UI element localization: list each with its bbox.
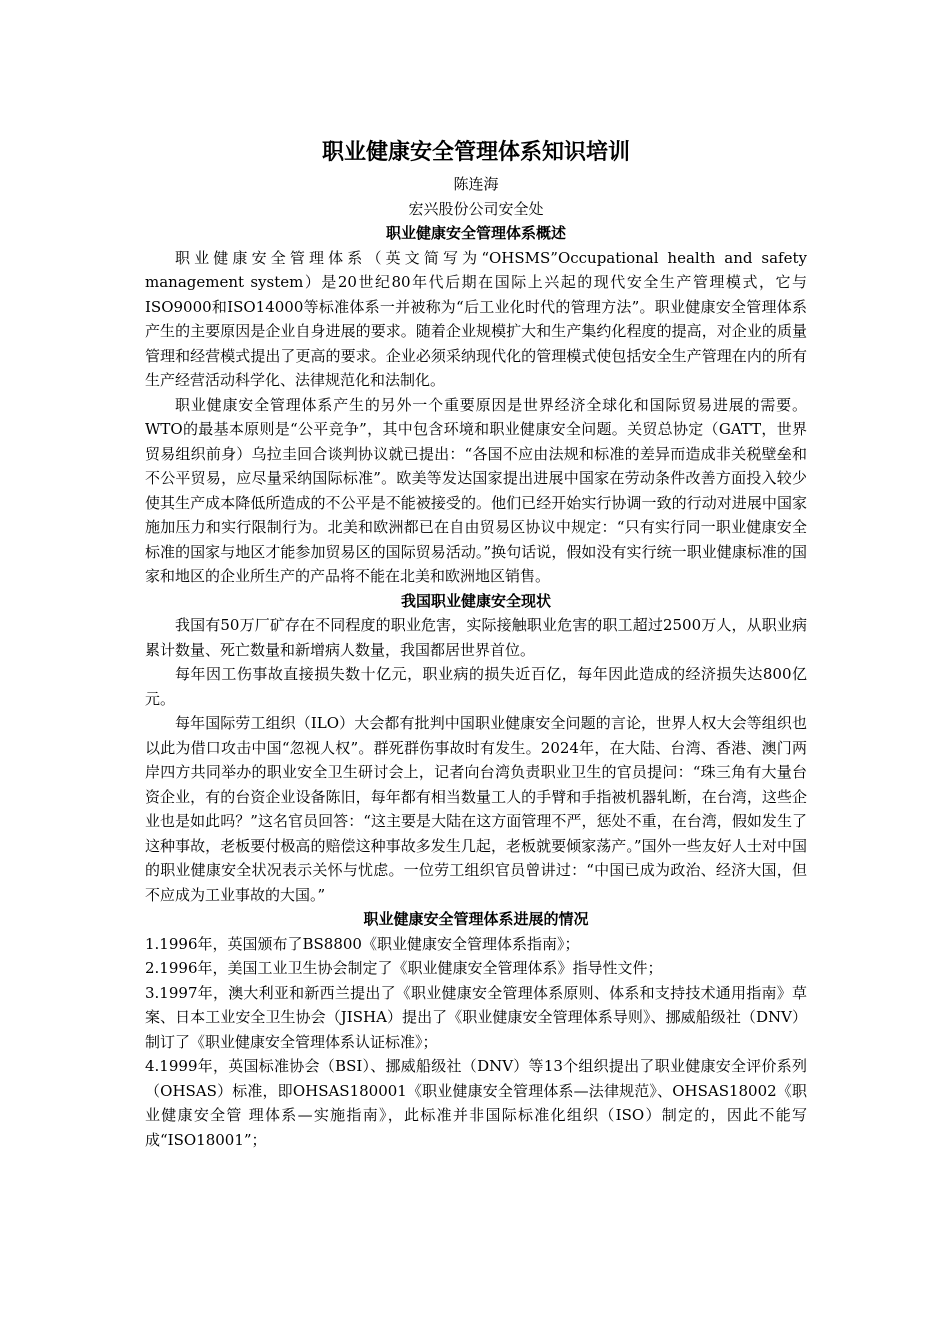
author-organization: 宏兴股份公司安全处: [408, 199, 544, 218]
paragraph: 每年国际劳工组织（ILO）大会都有批判中国职业健康安全问题的言论，世界人权大会等组织也以此为借口攻击中国“忽视人权”。群死群伤事故时有发生。2024年，在大陆、台湾、香港、澳门两岸四方共同举办的职业安全卫生研讨会上，记者向台湾负责职业卫生的官员提问：“珠三角有大量台资企业，有的台资企业设备陈旧，每年都有相当数量工人的手臂和手指被机器轧断，在台湾，这些企业也是如此吗？”这名官员回答：“这主要是大陆在这方面管理不严，惩处不重，在台湾，假如发生了这种事故，老板要付极高的赔偿这种事故多发生几起，老板就要倾家荡产。”国外一些友好人士对中国的职业健康安全状况表示关怀与忧虑。一位劳工组织官员曾讲过：“中国已成为政治、经济大国，但不应成为工业事故的大国。”: [145, 714, 807, 904]
section-heading: 我国职业健康安全现状: [400, 591, 551, 610]
document-title: 职业健康安全管理体系知识培训: [321, 139, 630, 165]
paragraph: 我国有50万厂矿存在不同程度的职业危害，实际接触职业危害的职工超过2500万人，从职业病累计数量、死亡数量和新增病人数量，我国都居世界首位。: [145, 616, 807, 659]
paragraph: 每年因工伤事故直接损失数十亿元，职业病的损失近百亿，每年因此造成的经济损失达800亿元。: [145, 665, 807, 708]
document-page: [145, 136, 807, 1152]
section-development: [145, 907, 807, 1152]
author-name: 陈连海: [453, 175, 499, 193]
list-item: 2.1996年，美国工业卫生协会制定了《职业健康安全管理体系》指导性文件；: [145, 959, 663, 977]
section-overview: [145, 221, 807, 589]
paragraph: 职业健康安全管理体系（英文简写为“OHSMS”Occupational health and safety management system）是20世纪80年代后期在国际上兴起的现代安全生产管理模式，它与ISO9000和ISO14000等标准体系一并被称为“后工业化时代的管理方法”。职业健康安全管理体系产生的主要原因是企业自身进展的要求。随着企业规模扩大和生产集约化程度的提高，对企业的质量管理和经营模式提出了更高的要求。企业必须采纳现代化的管理模式使包括安全生产管理在内的所有生产经营活动科学化、法律规范化和法制化。: [145, 248, 807, 389]
section-heading: 职业健康安全管理体系进展的情况: [363, 910, 589, 928]
list-item: 3.1997年，澳大利亚和新西兰提出了《职业健康安全管理体系原则、体系和支持技术通用指南》草案、日本工业安全卫生协会（JISHA）提出了《职业健康安全管理体系导则》、挪威船级社（DNV）制订了《职业健康安全管理体系认证标准》；: [145, 983, 807, 1051]
list-item: 4.1999年，英国标准协会（BSI）、挪威船级社（DNV）等13个组织提出了职业健康安全评价系列（OHSAS）标准，即OHSAS180001《职业健康安全管理体系—法律规范》、OHSAS18002《职业健康安全管 理体系—实施指南》，此标准并非国际标准化组织（ISO）制定的，因此不能写成“ISO18001”；: [145, 1057, 807, 1149]
section-heading: 职业健康安全管理体系概述: [385, 224, 566, 242]
paragraph: 职业健康安全管理体系产生的另外一个重要原因是世界经济全球化和国际贸易进展的需要。WTO的最基本原则是“公平竞争”，其中包含环境和职业健康安全问题。关贸总协定（GATT，世界贸易组织前身）乌拉圭回合谈判协议就已提出：“各国不应由法规和标准的差异而造成非关税壁垒和不公平贸易，应尽量采纳国际标准”。欧美等发达国家提出进展中国家在劳动条件改善方面投入较少使其生产成本降低所造成的不公平是不能被接受的。他们已经开始实行协调一致的行动对进展中国家施加压力和实行限制行为。北美和欧洲都已在自由贸易区协议中规定：“只有实行同一职业健康安全标准的国家与地区才能参加贸易区的国际贸易活动。”换句话说，假如没有实行统一职业健康标准的国家和地区的企业所生产的产品将不能在北美和欧洲地区销售。: [145, 395, 807, 585]
list-item: 1.1996年，英国颁布了BS8800《职业健康安全管理体系指南》；: [145, 934, 580, 953]
section-china-status: [145, 589, 807, 908]
